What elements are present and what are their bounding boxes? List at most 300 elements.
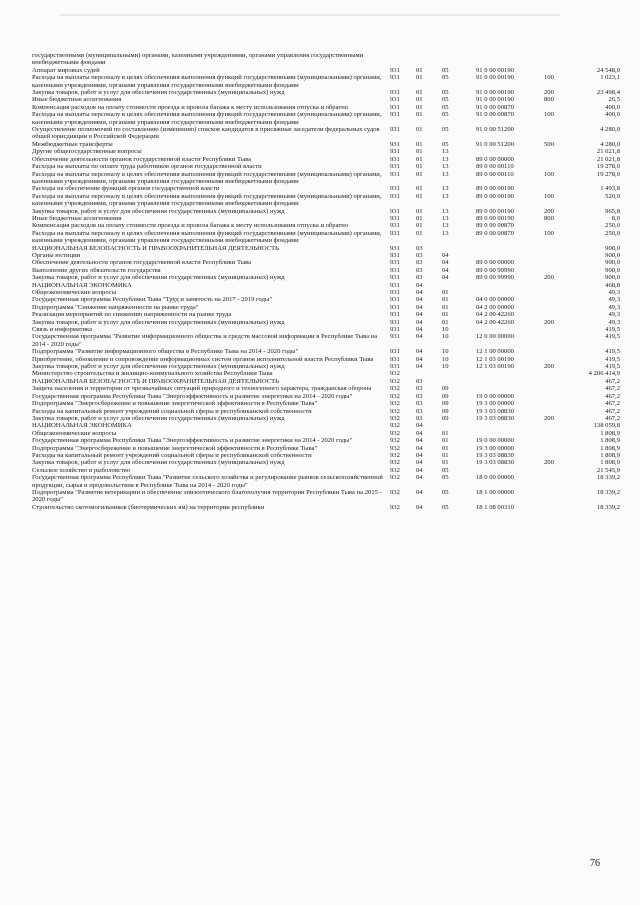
- amount: 138 059,8: [593, 422, 620, 430]
- section-code: 04: [416, 281, 423, 289]
- section-code: 01: [416, 185, 423, 193]
- ministry-code: 931: [390, 103, 400, 111]
- ministry-code: 932: [390, 437, 400, 445]
- amount: 26,5: [608, 96, 620, 104]
- section-code: 01: [416, 111, 423, 119]
- section-code: 04: [416, 311, 423, 319]
- amount: 4 206 414,9: [588, 370, 620, 378]
- ministry-code: 931: [390, 311, 400, 319]
- subsection-code: 01: [442, 311, 449, 319]
- target-article-code: 04 0 00 00000: [476, 296, 514, 304]
- amount: 965,8: [605, 207, 620, 215]
- expense-type-code: 200: [544, 207, 554, 215]
- section-code: 04: [416, 451, 423, 459]
- target-article-code: 91 0 00 00870: [476, 103, 514, 111]
- subsection-code: 13: [442, 207, 449, 215]
- ministry-code: 931: [390, 111, 400, 119]
- expense-type-code: 800: [544, 96, 554, 104]
- table-row: [32, 193, 620, 208]
- section-code: 04: [416, 303, 423, 311]
- target-article-code: 04 2 00 42260: [476, 318, 514, 326]
- section-code: 04: [416, 422, 423, 430]
- amount: 18 339,2: [596, 488, 620, 496]
- amount: 1 808,9: [600, 451, 620, 459]
- target-article-code: 91 0 00 00190: [476, 96, 514, 104]
- amount: 49,3: [608, 318, 620, 326]
- target-article-code: 89 0 00 00190: [476, 214, 514, 222]
- amount: 23 498,4: [596, 89, 620, 97]
- ministry-code: 931: [390, 355, 400, 363]
- amount: 900,0: [605, 244, 620, 252]
- target-article-code: 18 1 00 00000: [476, 488, 514, 496]
- row-name: НАЦИОНАЛЬНАЯ БЕЗОПАСНОСТЬ И ПРАВООХРАНИТЕЛЬНАЯ ДЕЯТЕЛЬНОСТЬ: [32, 244, 279, 252]
- ministry-code: 931: [390, 244, 400, 252]
- row-name: Расходы на выплаты персоналу в целях обеспечения выполнения функций государственными (муниципальными) органами, казенными учреждениями, органами управления государственными внебюджетными фондами: [32, 111, 382, 126]
- amount: 467,2: [605, 392, 620, 400]
- table-row: [32, 96, 620, 103]
- ministry-code: 931: [390, 222, 400, 230]
- target-article-code: 89 0 00 99990: [476, 266, 514, 274]
- section-code: 03: [416, 251, 423, 259]
- expense-type-code: 200: [544, 363, 554, 371]
- target-article-code: 19 3 03 08830: [476, 414, 514, 422]
- ministry-code: 931: [390, 266, 400, 274]
- section-code: 03: [416, 400, 423, 408]
- amount: 419,5: [605, 348, 620, 356]
- table-row: [32, 385, 620, 392]
- section-code: 04: [416, 474, 423, 482]
- subsection-code: 13: [442, 214, 449, 222]
- section-code: 04: [416, 333, 423, 341]
- ministry-code: 932: [390, 444, 400, 452]
- table-row: [32, 126, 620, 141]
- amount: 900,0: [605, 266, 620, 274]
- amount: 4 280,0: [600, 140, 620, 148]
- section-code: 04: [416, 296, 423, 304]
- row-name: Закупка товаров, работ и услуг для обеспечения государственных (муниципальных) нужд: [32, 274, 285, 282]
- table-row: [32, 111, 620, 126]
- ministry-code: 932: [390, 503, 400, 511]
- table-row: [32, 363, 620, 370]
- subsection-code: 13: [442, 155, 449, 163]
- table-row: [32, 326, 620, 333]
- amount: 19 278,0: [596, 170, 620, 178]
- ministry-code: 931: [390, 155, 400, 163]
- target-article-code: 89 0 00 00190: [476, 207, 514, 215]
- section-code: 01: [416, 170, 423, 178]
- amount: 49,3: [608, 303, 620, 311]
- ministry-code: 931: [390, 296, 400, 304]
- section-code: 01: [416, 126, 423, 134]
- row-name: Государственная программа Республики Тыва "Энергоэффективность и развитие энергетики на 2014 - 2020 годы": [32, 392, 353, 400]
- ministry-code: 931: [390, 259, 400, 267]
- ministry-code: 932: [390, 400, 400, 408]
- ministry-code: 931: [390, 251, 400, 259]
- table-row: [32, 459, 620, 466]
- section-code: 04: [416, 326, 423, 334]
- table-row: [32, 259, 620, 266]
- target-article-code: 19 0 00 00000: [476, 392, 514, 400]
- ministry-code: 931: [390, 229, 400, 237]
- row-name: Подпрограмма "Развитие информационного общества в Республике Тыва на 2014 - 2020 годы": [32, 348, 299, 356]
- expense-type-code: 200: [544, 459, 554, 467]
- amount: 467,2: [605, 377, 620, 385]
- subsection-code: 05: [442, 103, 449, 111]
- amount: 21 021,8: [596, 155, 620, 163]
- ministry-code: 932: [390, 414, 400, 422]
- amount: 18 339,2: [596, 503, 620, 511]
- subsection-code: 09: [442, 385, 449, 393]
- section-code: 03: [416, 266, 423, 274]
- section-code: 03: [416, 244, 423, 252]
- table-row: [32, 348, 620, 355]
- target-article-code: 19 0 00 00000: [476, 437, 514, 445]
- subsection-code: 05: [442, 503, 449, 511]
- section-code: 03: [416, 259, 423, 267]
- section-code: 01: [416, 192, 423, 200]
- table-row: [32, 296, 620, 303]
- section-code: 03: [416, 377, 423, 385]
- target-article-code: 89 0 00 00870: [476, 222, 514, 230]
- row-name: Расходы на капитальный ремонт учреждений социальной сферы и республиканской собственности: [32, 451, 312, 459]
- row-name: Иные бюджетные ассигнования: [32, 96, 122, 104]
- section-code: 01: [416, 214, 423, 222]
- amount: 900,0: [605, 251, 620, 259]
- table-row: [32, 208, 620, 215]
- amount: 49,3: [608, 311, 620, 319]
- row-name: Общеэкономические вопросы: [32, 289, 117, 296]
- amount: 467,2: [605, 385, 620, 393]
- row-name: Обеспечение деятельности органов государственной власти Республики Тыва: [32, 259, 252, 267]
- row-name: Подпрограмма "Энергосбережение и повышение энергетической эффективности в Республике Тыва": [32, 444, 318, 452]
- table-row: [32, 445, 620, 452]
- row-name: Общеэкономические вопросы: [32, 429, 117, 437]
- row-name: НАЦИОНАЛЬНАЯ ЭКОНОМИКА: [32, 422, 132, 430]
- subsection-code: 01: [442, 459, 449, 467]
- ministry-code: 932: [390, 422, 400, 430]
- amount: 467,2: [605, 414, 620, 422]
- table-row: [32, 267, 620, 274]
- table-row: [32, 489, 620, 504]
- ministry-code: 931: [390, 303, 400, 311]
- row-name: Защита населения и территории от чрезвычайных ситуаций природного и техногенного характера, гражданская оборона: [32, 385, 372, 393]
- subsection-code: 01: [442, 429, 449, 437]
- row-name: Реализация мероприятий по снижению напряженности на рынке труда: [32, 311, 232, 319]
- row-name: Сельское хозяйство и рыболовство: [32, 466, 131, 474]
- target-article-code: 91 0 00 00190: [476, 74, 514, 82]
- table-row: [32, 104, 620, 111]
- table-row: [32, 274, 620, 281]
- row-name: Закупка товаров, работ и услуг для обеспечения государственных (муниципальных) нужд: [32, 459, 285, 467]
- target-article-code: 18 0 00 00000: [476, 474, 514, 482]
- row-name: Расходы на капитальный ремонт учреждений социальной сферы и республиканской собственности: [32, 407, 312, 415]
- expense-type-code: 500: [544, 140, 554, 148]
- section-code: 04: [416, 289, 423, 296]
- amount: 419,5: [605, 326, 620, 334]
- section-code: 01: [416, 89, 423, 97]
- subsection-code: 13: [442, 192, 449, 200]
- subsection-code: 05: [442, 140, 449, 148]
- amount: 900,0: [605, 259, 620, 267]
- row-name: Государственная программа "Развитие информационного общества и средств массовой информации в Республике Тыва на 2014 - 2020 годы": [32, 333, 378, 348]
- row-name: Компенсация расходов на оплату стоимости проезда и провоза багажа к месту использования отпуска и обратно: [32, 103, 349, 111]
- target-article-code: 19 3 03 08830: [476, 451, 514, 459]
- table-row: [32, 89, 620, 96]
- amount: 250,0: [605, 229, 620, 237]
- amount: 900,0: [605, 274, 620, 282]
- section-code: 04: [416, 466, 423, 474]
- section-code: 04: [416, 459, 423, 467]
- subsection-code: 13: [442, 222, 449, 230]
- subsection-code: 01: [442, 444, 449, 452]
- ministry-code: 931: [390, 318, 400, 326]
- ministry-code: 932: [390, 451, 400, 459]
- page-number: 76: [590, 858, 600, 869]
- expense-type-code: 100: [544, 170, 554, 178]
- subsection-code: 01: [442, 296, 449, 304]
- scan-artifact: [60, 14, 560, 16]
- target-article-code: 89 0 00 00110: [476, 170, 514, 178]
- row-name: Обеспечение деятельности органов государственной власти Республики Тыва: [32, 155, 252, 163]
- target-article-code: 91 0 00 00190: [476, 66, 514, 74]
- ministry-code: 931: [390, 333, 400, 341]
- ministry-code: 931: [390, 96, 400, 104]
- table-row: [32, 430, 620, 437]
- section-code: 04: [416, 488, 423, 496]
- table-row: [32, 437, 620, 444]
- table-row: [32, 156, 620, 163]
- amount: 468,8: [605, 281, 620, 289]
- subsection-code: 13: [442, 229, 449, 237]
- subsection-code: 01: [442, 437, 449, 445]
- section-code: 01: [416, 66, 423, 74]
- expense-type-code: 100: [544, 74, 554, 82]
- ministry-code: 932: [390, 459, 400, 467]
- table-row: [32, 245, 620, 252]
- subsection-code: 01: [442, 289, 449, 296]
- ministry-code: 931: [390, 163, 400, 171]
- target-article-code: 91 0 00 51200: [476, 126, 514, 134]
- section-code: 04: [416, 348, 423, 356]
- row-name: НАЦИОНАЛЬНАЯ БЕЗОПАСНОСТЬ И ПРАВООХРАНИТЕЛЬНАЯ ДЕЯТЕЛЬНОСТЬ: [32, 377, 279, 385]
- ministry-code: 931: [390, 274, 400, 282]
- row-name: Расходы на выплаты персоналу в целях обеспечения выполнения функций государственными (муниципальными) органами, казенными учреждениями, органами управления государственными внебюджетными фондами: [32, 74, 382, 89]
- ministry-code: 932: [390, 392, 400, 400]
- row-name: Расходы на выплаты персоналу в целях обеспечения выполнения функций государственными (муниципальными) органами, казенными учреждениями, органами управления государственными внебюджетными фондами: [32, 170, 382, 185]
- subsection-code: 04: [442, 251, 449, 259]
- subsection-code: 05: [442, 111, 449, 119]
- row-name: Иные бюджетные ассигнования: [32, 214, 122, 222]
- row-name: Другие общегосударственные вопросы: [32, 148, 142, 156]
- ministry-code: 931: [390, 207, 400, 215]
- table-row: [32, 163, 620, 170]
- row-name: Приобретение, обновление и сопровождение информационных систем органов исполнительной власти Республики Тыва: [32, 355, 374, 363]
- table-row: [32, 141, 620, 148]
- ministry-code: 931: [390, 214, 400, 222]
- table-row: [32, 393, 620, 400]
- table-row: [32, 311, 620, 318]
- subsection-code: 01: [442, 451, 449, 459]
- section-code: 03: [416, 407, 423, 415]
- table-row: [32, 52, 620, 67]
- section-code: 04: [416, 429, 423, 437]
- expense-type-code: 200: [544, 89, 554, 97]
- subsection-code: 09: [442, 414, 449, 422]
- row-name: Органы юстиции: [32, 251, 81, 259]
- table-row: [32, 356, 620, 363]
- table-row: [32, 333, 620, 348]
- subsection-code: 05: [442, 96, 449, 104]
- target-article-code: 18 1 08 00310: [476, 503, 514, 511]
- target-article-code: 12 0 00 00000: [476, 333, 514, 341]
- ministry-code: 931: [390, 170, 400, 178]
- row-name: государственными (муниципальными) органами, казенными учреждениями, органами управления государственными внебюджетными фондами: [32, 52, 364, 67]
- subsection-code: 04: [442, 266, 449, 274]
- expense-type-code: 100: [544, 229, 554, 237]
- section-code: 01: [416, 163, 423, 171]
- table-row: [32, 452, 620, 459]
- table-row: [32, 171, 620, 186]
- amount: 419,5: [605, 355, 620, 363]
- ministry-code: 931: [390, 185, 400, 193]
- row-name: Подпрограмма "Энергосбережение и повышение энергетической эффективности в Республике Тыва": [32, 400, 318, 408]
- target-article-code: 04 2 00 42260: [476, 311, 514, 319]
- amount: 4 280,0: [600, 126, 620, 134]
- target-article-code: 89 0 00 00190: [476, 185, 514, 193]
- table-row: [32, 474, 620, 489]
- row-name: Государственная программа Республики Тыва "Развитие сельского хозяйства и регулирование рынков сельскохозяйственной продукции, сырья и продовольствия в Республике Тыва на 2014 - 2020 годы": [32, 474, 383, 489]
- subsection-code: 10: [442, 348, 449, 356]
- expense-type-code: 200: [544, 414, 554, 422]
- subsection-code: 09: [442, 392, 449, 400]
- subsection-code: 05: [442, 74, 449, 82]
- target-article-code: 04 2 00 00000: [476, 303, 514, 311]
- target-article-code: 19 3 00 00000: [476, 400, 514, 408]
- subsection-code: 13: [442, 148, 449, 156]
- section-code: 04: [416, 444, 423, 452]
- amount: 24 548,0: [596, 66, 620, 74]
- section-code: 04: [416, 318, 423, 326]
- row-name: Аппарат мировых судей: [32, 66, 100, 74]
- table-row: [32, 504, 620, 511]
- section-code: 04: [416, 503, 423, 511]
- table-row: [32, 378, 620, 385]
- table-row: [32, 319, 620, 326]
- amount: 1 493,8: [600, 185, 620, 193]
- subsection-code: 13: [442, 163, 449, 171]
- subsection-code: 13: [442, 185, 449, 193]
- subsection-code: 13: [442, 170, 449, 178]
- row-name: Закупка товаров, работ и услуг для обеспечения государственных (муниципальных) нужд: [32, 89, 285, 97]
- subsection-code: 05: [442, 126, 449, 134]
- ministry-code: 932: [390, 466, 400, 474]
- section-code: 04: [416, 355, 423, 363]
- table-row: [32, 415, 620, 422]
- table-row: [32, 252, 620, 259]
- section-code: 03: [416, 385, 423, 393]
- target-article-code: 91 0 00 51200: [476, 140, 514, 148]
- ministry-code: 931: [390, 140, 400, 148]
- amount: 467,2: [605, 407, 620, 415]
- amount: 19 278,0: [596, 163, 620, 171]
- amount: 400,0: [605, 111, 620, 119]
- budget-table: [32, 52, 620, 511]
- table-row: [32, 282, 620, 289]
- subsection-code: 05: [442, 66, 449, 74]
- row-name: Расходы на выплаты персоналу в целях обеспечения выполнения функций государственными (муниципальными) органами, казенными учреждениями, органами управления государственными внебюджетными фондами: [32, 192, 382, 208]
- ministry-code: 931: [390, 89, 400, 97]
- table-row: [32, 74, 620, 89]
- amount: 1 808,9: [600, 459, 620, 467]
- subsection-code: 05: [442, 474, 449, 482]
- section-code: 03: [416, 392, 423, 400]
- row-name: Расходы на выплаты персоналу в целях обеспечения выполнения функций государственными (муниципальными) органами, казенными учреждениями, органами управления государственными внебюджетными фондами: [32, 229, 382, 245]
- subsection-code: 10: [442, 333, 449, 341]
- ministry-code: 931: [390, 363, 400, 371]
- table-row: [32, 148, 620, 155]
- ministry-code: 931: [390, 74, 400, 82]
- amount: 49,3: [608, 289, 620, 296]
- row-name: Закупка товаров, работ и услуг для обеспечения государственных (муниципальных) нужд: [32, 363, 285, 371]
- row-name: НАЦИОНАЛЬНАЯ ЭКОНОМИКА: [32, 281, 132, 289]
- section-code: 01: [416, 229, 423, 237]
- subsection-code: 09: [442, 407, 449, 415]
- amount: 419,5: [605, 333, 620, 341]
- section-code: 01: [416, 155, 423, 163]
- amount: 1 808,9: [600, 444, 620, 452]
- row-name: Расходы на выплаты по оплате труда работников органов государственной власти: [32, 163, 262, 171]
- row-name: Государственная программа Республики Тыва "Энергоэффективность и развитие энергетики на 2014 - 2020 годы": [32, 437, 353, 445]
- amount: 419,5: [605, 363, 620, 371]
- section-code: 01: [416, 103, 423, 111]
- ministry-code: 932: [390, 488, 400, 496]
- table-row: [32, 422, 620, 429]
- subsection-code: 04: [442, 259, 449, 267]
- section-code: 01: [416, 74, 423, 82]
- target-article-code: 89 0 00 00190: [476, 192, 514, 200]
- target-article-code: 91 0 00 00190: [476, 89, 514, 97]
- expense-type-code: 800: [544, 214, 554, 222]
- amount: 467,2: [605, 400, 620, 408]
- ministry-code: 931: [390, 66, 400, 74]
- table-row: [32, 408, 620, 415]
- section-code: 04: [416, 437, 423, 445]
- subsection-code: 01: [442, 318, 449, 326]
- row-name: Закупка товаров, работ и услуг для обеспечения государственных (муниципальных) нужд: [32, 318, 285, 326]
- subsection-code: 04: [442, 274, 449, 282]
- table-row: [32, 400, 620, 407]
- table-row: [32, 370, 620, 377]
- amount: 21 545,9: [596, 466, 620, 474]
- target-article-code: 12 1 03 00190: [476, 363, 514, 371]
- target-article-code: 89 0 00 00000: [476, 259, 514, 267]
- section-code: 01: [416, 222, 423, 230]
- subsection-code: 05: [442, 488, 449, 496]
- subsection-code: 10: [442, 326, 449, 334]
- subsection-code: 10: [442, 355, 449, 363]
- section-code: 01: [416, 96, 423, 104]
- amount: 8,0: [611, 214, 620, 222]
- ministry-code: 931: [390, 348, 400, 356]
- row-name: Подпрограмма "Развитие ветеринарии и обеспечение эпизоотического благополучия территории Республики Тыва на 2015 - 2020 годы": [32, 488, 382, 504]
- ministry-code: 931: [390, 148, 400, 156]
- row-name: Выполнение других обязательств государства: [32, 266, 161, 274]
- amount: 49,3: [608, 296, 620, 304]
- amount: 250,0: [605, 222, 620, 230]
- table-row: [32, 67, 620, 74]
- row-name: Подпрограмма "Снижение напряженности на рынке труда": [32, 303, 199, 311]
- row-name: Государственная программа Республики Тыва "Труд и занятость на 2017 - 2019 годы": [32, 296, 273, 304]
